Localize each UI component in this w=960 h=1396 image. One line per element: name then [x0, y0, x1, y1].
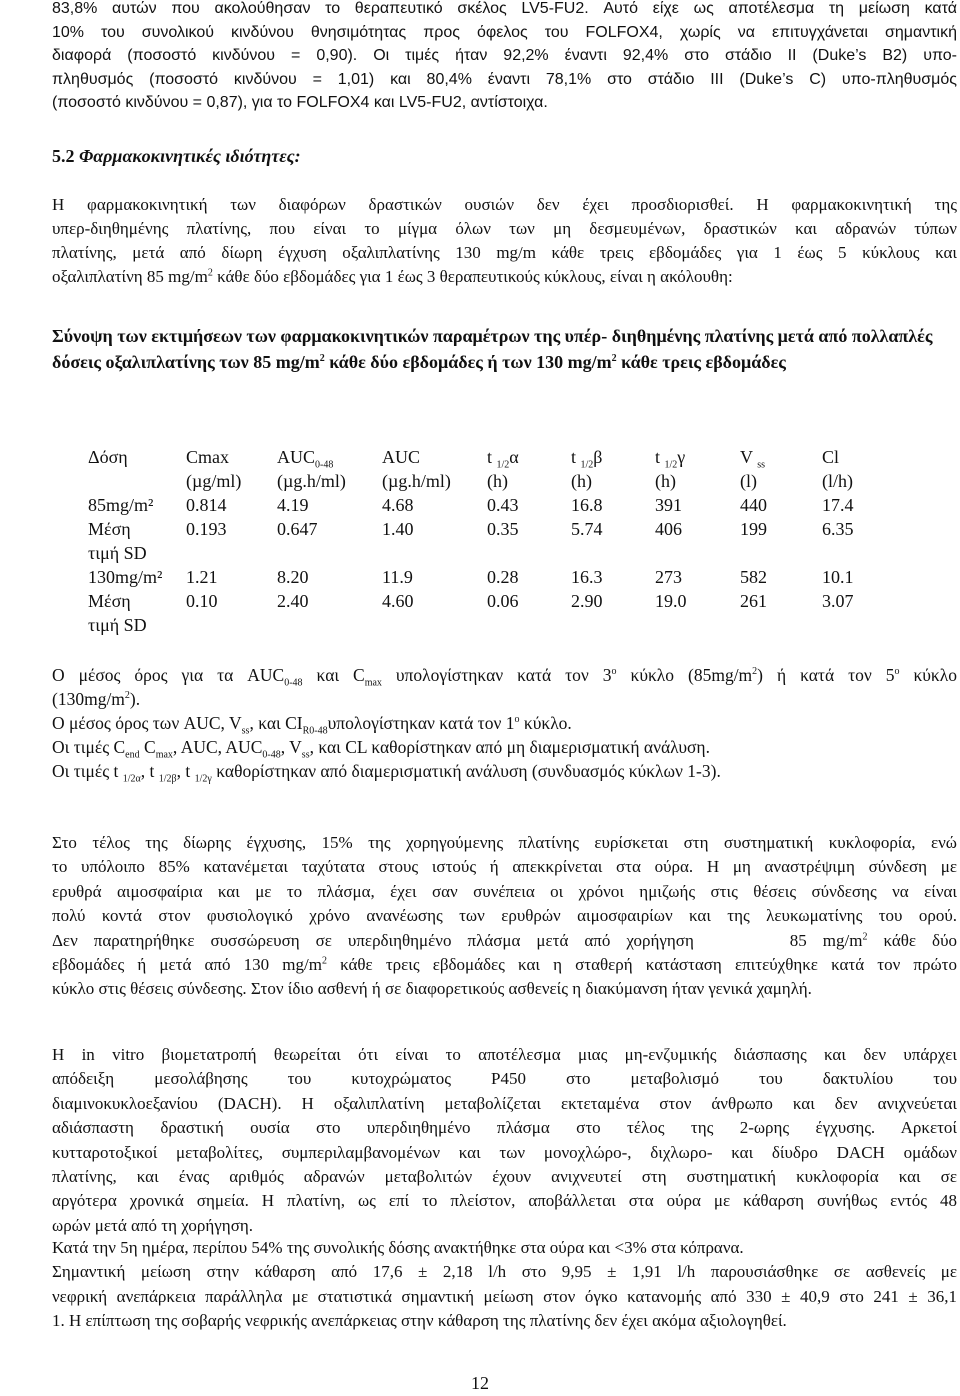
text-line: υπερ-διηθημένης πλατίνης, που είναι το μίγμα όλων των μη δεσμευμένων, δραστικών και αδρανών τύπων [52, 219, 957, 238]
header-t-half-alpha [487, 445, 571, 493]
sd-value: 1.40 [382, 519, 414, 539]
table-cell [487, 493, 571, 565]
dose-value: 85mg/m² [88, 495, 154, 515]
sd-value: 199 [740, 519, 767, 539]
header-label: Cmax [186, 447, 229, 467]
text-fragment: κύκλο (85mg/m [616, 665, 753, 685]
sd-value: 0.10 [186, 591, 218, 611]
text-fragment: εβδομάδες ή μετά από 130 mg/m [52, 955, 322, 975]
text-line: απόδειξη μεσολάβησης του κυτοχρώματος P450 στο μεταβολισμό του δακτυλίου του [52, 1069, 957, 1089]
mean-value: 391 [655, 495, 682, 515]
text-fragment: , t [176, 761, 195, 781]
subscript: 1/2γ [194, 773, 212, 785]
mean-value: 8.20 [277, 567, 309, 587]
metabolism-paragraph [52, 1043, 957, 1238]
text-fragment: Δεν παρατηρήθηκε συσσώρευση σε υπερδιηθημένο πλάσμα μετά από χορήγηση 85 mg/m [52, 930, 863, 950]
text-line: διαμινοκυκλοεξανίου (DACH). Η οξαλιπλατίνη μεταβολίζεται εκτεταμένα στον άνθρωπο και δεν ανιχνεύεται [52, 1093, 957, 1113]
distribution-paragraph [52, 831, 957, 1002]
note-line [52, 759, 957, 783]
table-cell [655, 493, 740, 565]
header-unit: (l/h) [822, 471, 853, 491]
text-fragment: εβδομάδες ή των 130 mg/m [402, 352, 612, 372]
table-cell [822, 565, 892, 637]
text-fragment: , t [140, 761, 159, 781]
text-line [52, 265, 957, 289]
table-cell [277, 565, 382, 637]
text-line: Η φαρμακοκινητική των διαφόρων δραστικών ουσιών δεν έχει προσδιορισθεί. Η φαρμακοκινητική της [52, 195, 957, 214]
mean-value: 582 [740, 567, 767, 587]
text-fragment: υπολογίστηκαν κατά τον 1 [327, 713, 515, 733]
superscript: 2 [319, 353, 325, 364]
mean-value: 0.814 [186, 495, 227, 515]
subscript: 1/2α [122, 773, 141, 785]
text-fragment: κύκλο. [519, 713, 572, 733]
subscript: ss [301, 749, 310, 761]
sd-value: 0.193 [186, 519, 227, 539]
sd-value: 0.06 [487, 591, 519, 611]
text-line: 1. Η επίπτωση της σοβαρής νεφρικής ανεπάρκειας στην κάθαρση της πλατίνης δεν έχει ακόμα αξιολογηθεί. [52, 1311, 787, 1331]
text-fragment: κάθε δύο [324, 352, 398, 372]
mean-value: 16.3 [571, 567, 603, 587]
sd-value: 5.74 [571, 519, 603, 539]
text-fragment: κάθε δύο [867, 930, 957, 950]
text-fragment: οξαλιπλατίνη 85 mg/m [52, 267, 208, 286]
subscript: 1/2 [664, 459, 678, 471]
page-number: 12 [471, 1373, 489, 1393]
table-cell [277, 493, 382, 565]
text-line [52, 929, 957, 953]
superscript: 2 [321, 955, 327, 967]
text-line: Κατά την 5η ημέρα, περίπου 54% της συνολικής δόσης ανακτήθηκε στα ούρα και <3% στα κόπρανα. [52, 1238, 744, 1257]
header-cl [822, 445, 892, 493]
header-unit: (h) [487, 471, 508, 491]
section-title: Φαρμακοκινητικές ιδιότητες: [79, 146, 301, 166]
dose-value: 130mg/m² [88, 567, 163, 587]
header-unit: (µg/ml) [186, 471, 242, 491]
header-auc048 [277, 445, 382, 493]
mean-value: 0.28 [487, 567, 519, 587]
section-number: 5.2 [52, 146, 75, 166]
header-cmax [186, 445, 277, 493]
header-unit: (µg.h/ml) [277, 471, 346, 491]
sd-value: 2.90 [571, 591, 603, 611]
note-line [52, 711, 957, 735]
text-fragment: t [571, 447, 581, 467]
dose-cell [88, 493, 186, 565]
header-unit: (µg.h/ml) [382, 471, 451, 491]
header-unit: (h) [571, 471, 592, 491]
text-line [403, 352, 786, 372]
superscript: ο [894, 666, 900, 678]
text-line: κύκλο στις θέσεις σύνδεσης. Στον ίδιο ασθενή ή σε διαφορετικούς ασθενείς η διακύμανση ήταν γενικά χαμηλή. [52, 979, 812, 999]
sd-value: 4.60 [382, 591, 414, 611]
text-line: νεφρική ανεπάρκεια παράλληλα με στατιστικά σημαντική μείωση στον όγκο κατανομής από 330 ± 40,9 στο 241 ± 36,1 [52, 1286, 957, 1306]
table-header-row [88, 445, 892, 493]
subscript: 0-48 [262, 749, 281, 761]
header-label [277, 445, 382, 469]
mean-label: Μέση [88, 519, 131, 539]
text-line: Η in vitro βιομετατροπή θεωρείται ότι είναι το αποτέλεσμα μιας μη-ενζυμικής διάσπασης και δεν υπάρχει [52, 1045, 957, 1064]
text-line: πληθυσμός (ποσοστό κινδύνου = 1,01) και 80,4% έναντι 78,1% στο στάδιο III (Duke’s C) υπο-πληθυσμός [52, 70, 957, 88]
mean-value: 16.8 [571, 495, 603, 515]
mean-value: 1.21 [186, 567, 218, 587]
text-fragment: κάθε τρεις εβδομάδες [616, 352, 786, 372]
mean-value: 4.68 [382, 495, 414, 515]
superscript: 2 [611, 353, 617, 364]
superscript: 2 [124, 690, 130, 702]
text-line: Σύνοψη των εκτιμήσεων των φαρμακοκινητικών παραμέτρων της υπέρ- διηθημένης πλατίνης μετά από [52, 326, 848, 346]
subscript: R0-48 [302, 725, 328, 737]
header-label: Cl [822, 447, 840, 467]
text-fragment: , V [280, 737, 302, 757]
sd-label: τιμή SD [88, 543, 147, 563]
sd-value: 6.35 [822, 519, 854, 539]
table-notes [52, 663, 957, 783]
header-unit: (h) [655, 471, 676, 491]
header-dose [88, 445, 186, 493]
header-t-half-gamma [655, 445, 740, 493]
text-line: Στο τέλος της δίωρης έγχυσης, 15% της χορηγούμενης πλατίνης ευρίσκεται στη συστηματική κυκλοφορία, ενώ [52, 833, 957, 852]
subscript: max [364, 677, 382, 689]
table-cell [487, 565, 571, 637]
sd-value: 406 [655, 519, 682, 539]
text-fragment: υπολογίστηκαν κατά τον 3 [381, 665, 612, 685]
text-line: Σημαντική μείωση στην κάθαρση από 17,6 ± 2,18 l/h στο 9,95 ± 1,91 l/h παρουσιάσθηκε σε ασθενείς με [52, 1262, 957, 1282]
mean-value: 4.19 [277, 495, 309, 515]
subscript: 1/2 [580, 459, 594, 471]
text-line: ερυθρά αιμοσφαίρια και με το πλάσμα, έχει σαν συνέπεια οι χρόνοι ημιζωής στις θέσεις σύνδεσης να είναι [52, 881, 957, 901]
text-line: ωρών μετά από τη χορήγηση. [52, 1215, 254, 1235]
text-fragment: Ο μέσος όρος για τα AUC [52, 665, 285, 685]
text-fragment: και C [302, 665, 365, 685]
table-cell [382, 565, 487, 637]
superscript: 2 [752, 666, 758, 678]
sd-value: 0.647 [277, 519, 318, 539]
subscript: 1/2 [496, 459, 510, 471]
subscript: ss [241, 725, 250, 737]
subscript: max [155, 749, 173, 761]
superscript: 2 [862, 930, 868, 942]
note-line [52, 687, 957, 711]
mean-value: 273 [655, 567, 682, 587]
mean-value: 11.9 [382, 567, 413, 587]
text-line: το υπόλοιπο 85% κατανέμεται ταχύτατα στους ιστούς ή απεκκρίνεται στα ούρα. Η μη αναστρέψιμη σύνδεση με [52, 857, 957, 877]
table-cell [382, 493, 487, 565]
summary-title [52, 323, 957, 375]
text-fragment: κάθε τρεις εβδομάδες και η σταθερή κατάσταση επιτεύχθηκε κατά τον πρώτο [326, 955, 958, 975]
text-fragment: , και CI [249, 713, 303, 733]
note-line [52, 663, 957, 687]
text-fragment: ). [129, 689, 141, 709]
text-line: 83,8% αυτών που ακολούθησαν το θεραπευτικό σκέλος LV5-FU2. Αυτό είχε ως αποτέλεσμα τη μείωση κατά [52, 0, 957, 17]
table-row [88, 565, 892, 637]
text-fragment: , και CL καθορίστηκαν από μη διαμερισματική ανάλυση. [309, 737, 710, 757]
sd-value: 0.35 [487, 519, 519, 539]
mean-value: 17.4 [822, 495, 854, 515]
text-line: (ποσοστό κινδύνου = 0,87), για το FOLFOX4 και LV5-FU2, αντίστοιχα. [52, 94, 548, 111]
dose-cell [88, 565, 186, 637]
text-fragment: (130mg/m [52, 689, 125, 709]
text-fragment: ) ή κατά τον 5 [757, 665, 895, 685]
header-label [571, 445, 655, 469]
subscript: ss [757, 459, 765, 471]
subscript: 1/2β [158, 773, 177, 785]
sd-label: τιμή SD [88, 615, 147, 635]
text-fragment: κύκλο [899, 665, 957, 685]
header-unit: (l) [740, 471, 757, 491]
sd-value: 261 [740, 591, 767, 611]
text-line: πλατίνης, και ένας αριθμός αδρανών μεταβολιτών έχουν ανιχνευτεί στη συστηματική κυκλοφορία και σε [52, 1167, 957, 1187]
header-vss [740, 445, 822, 493]
text-fragment: κάθε δύο εβδομάδες για 1 έως 3 θεραπευτικούς κύκλους, είναι η ακόλουθη: [212, 267, 733, 286]
text-fragment: Ο μέσος όρος των AUC, V [52, 713, 242, 733]
header-label: AUC [382, 447, 421, 467]
header-label [655, 445, 740, 469]
table-cell [571, 493, 655, 565]
table-cell [822, 493, 892, 565]
text-fragment: Οι τιμές t [52, 761, 123, 781]
intro-paragraph [52, 0, 957, 115]
text-line: διαφορά (ποσοστό κινδύνου = 0,90). Οι τιμές ήταν 92,2% έναντι 92,4% στο στάδιο II (Duke’s B2) υπο- [52, 47, 957, 64]
text-fragment: t [655, 447, 665, 467]
text-fragment: Οι τιμές C [52, 737, 126, 757]
sd-value: 2.40 [277, 591, 309, 611]
text-fragment: α [509, 447, 519, 467]
section-heading [52, 145, 957, 169]
table-cell [740, 493, 822, 565]
text-fragment: πολλαπλές δόσεις οξαλιπλατίνης των 85 mg/m [52, 326, 933, 372]
superscript: 2 [207, 267, 213, 279]
text-line: πολύ κοντά στον φυσιολογικό χρόνο ανανέωσης των ερυθρών αιμοσφαιρίων και της λευκωματίνης του ορού. [52, 906, 957, 926]
text-fragment: καθορίστηκαν από διαμερισματική ανάλυση (συνδυασμός κύκλων 1-3). [211, 761, 721, 781]
superscript: ο [514, 714, 520, 726]
subscript: 0-48 [284, 677, 303, 689]
excretion-paragraph [52, 1236, 957, 1334]
pk-intro-paragraph [52, 193, 957, 289]
text-fragment: t [487, 447, 497, 467]
text-line: αδιάσπαστη δραστική ουσία στο υπερδιηθημένο πλάσμα στο τέλος της 2-ωρης έγχυσης. Αρκετοί [52, 1118, 957, 1138]
text-fragment: AUC [277, 447, 316, 467]
text-fragment: β [593, 447, 603, 467]
mean-label: Μέση [88, 591, 131, 611]
superscript: ο [611, 666, 617, 678]
header-label: Δόση [88, 447, 128, 467]
table-cell [186, 493, 277, 565]
table-cell [740, 565, 822, 637]
header-label [487, 445, 571, 469]
sd-value: 19.0 [655, 591, 687, 611]
table-row [88, 493, 892, 565]
header-t-half-beta [571, 445, 655, 493]
mean-value: 0.43 [487, 495, 519, 515]
text-line: κυτταροτοξικοί μεταβολίτες, συμπεριλαμβανομένων και των μονοχλώρο-, διχλωρο- και δίυδρο DACH ομάδων [52, 1142, 957, 1162]
table-cell [186, 565, 277, 637]
text-fragment: C [139, 737, 156, 757]
header-label [740, 445, 822, 469]
text-line [52, 953, 957, 977]
sd-value: 3.07 [822, 591, 854, 611]
text-fragment: , AUC, AUC [172, 737, 263, 757]
table-cell [571, 565, 655, 637]
pk-table [88, 445, 892, 637]
header-auc [382, 445, 487, 493]
table-cell [655, 565, 740, 637]
text-fragment: V [740, 447, 758, 467]
subscript: end [125, 749, 140, 761]
text-fragment: γ [677, 447, 686, 467]
text-line: πλατίνης, μετά από δίωρη έγχυση οξαλιπλατίνης 130 mg/m κάθε τρεις εβδομάδες για 1 έως 5 κύκλους και [52, 243, 957, 262]
text-line: 10% του συνολικού κινδύνου θνησιμότητας προς όφελος του FOLFOX4, χωρίς να επιτυγχάνεται σημαντική [52, 23, 957, 41]
text-line: αργότερα χρονικά σημεία. Η πλατίνη, ως επί το πλείστον, αποβάλλεται στα ούρα με κάθαρση συνήθως εντός 48 [52, 1191, 957, 1211]
mean-value: 440 [740, 495, 767, 515]
mean-value: 10.1 [822, 567, 854, 587]
note-line [52, 735, 957, 759]
subscript: 0-48 [315, 459, 334, 471]
